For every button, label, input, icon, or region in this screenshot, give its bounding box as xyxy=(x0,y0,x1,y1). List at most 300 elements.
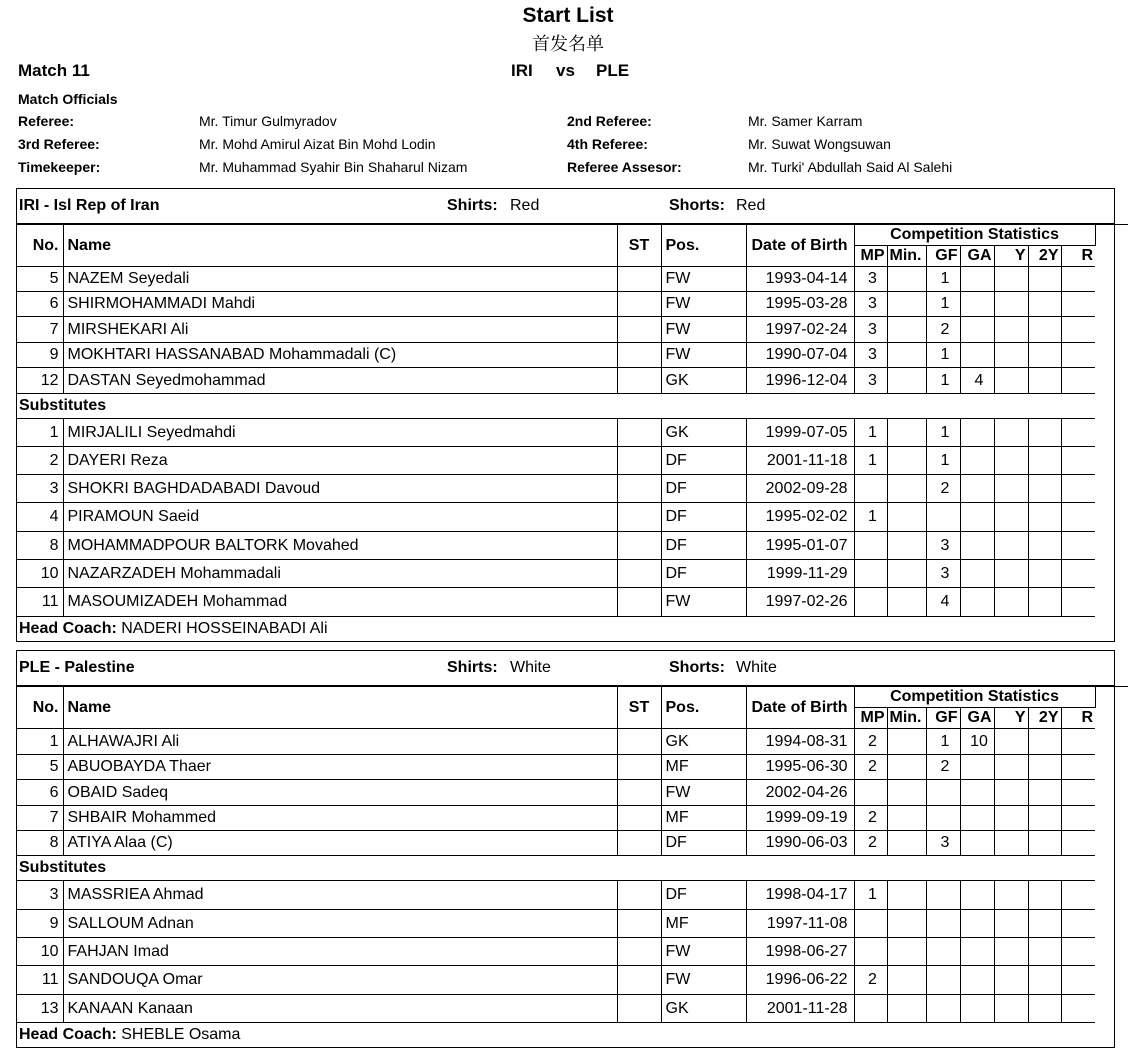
stat-gf: 3 xyxy=(926,532,960,560)
player-st xyxy=(617,317,661,343)
fourth-referee-label: 4th Referee: xyxy=(567,136,648,152)
stat-ga: 4 xyxy=(960,368,994,394)
player-dob: 1999-11-29 xyxy=(746,560,854,588)
stat-ga xyxy=(960,447,994,475)
player-dob: 1997-02-26 xyxy=(746,588,854,617)
stat-mp: 2 xyxy=(854,966,887,995)
player-st xyxy=(617,532,661,560)
col-no: No. xyxy=(17,225,63,267)
player-position: DF xyxy=(661,881,746,910)
stat-gf: 1 xyxy=(926,267,960,292)
player-dob: 1996-06-22 xyxy=(746,966,854,995)
stat-y xyxy=(994,532,1028,560)
substitutes-label: Substitutes xyxy=(17,394,1095,419)
team-name: PLE - Palestine xyxy=(19,659,135,676)
player-dob: 1998-06-27 xyxy=(746,938,854,966)
head-coach-row xyxy=(17,1023,1128,1047)
third-referee-label: 3rd Referee: xyxy=(18,136,100,152)
stat-ga xyxy=(960,267,994,292)
stat-mp xyxy=(854,938,887,966)
player-name: MOKHTARI HASSANABAD Mohammadali (C) xyxy=(63,343,617,368)
stat-min xyxy=(887,419,926,447)
stat-mp xyxy=(854,910,887,938)
player-row xyxy=(17,938,1128,966)
third-referee-name: Mr. Mohd Amirul Aizat Bin Mohd Lodin xyxy=(199,136,436,152)
stat-gf: 1 xyxy=(926,343,960,368)
stat-gf xyxy=(926,910,960,938)
player-st xyxy=(617,780,661,806)
stat-r xyxy=(1061,419,1095,447)
head-coach-name: NADERI HOSSEINABADI Ali xyxy=(121,619,328,637)
stat-y xyxy=(994,995,1028,1023)
stat-r xyxy=(1061,560,1095,588)
player-position: DF xyxy=(661,831,746,856)
player-dob: 2002-04-26 xyxy=(746,780,854,806)
stat-ga xyxy=(960,343,994,368)
stat-min xyxy=(887,267,926,292)
col-r: R xyxy=(1061,708,1095,729)
stat-mp: 2 xyxy=(854,806,887,831)
team-header xyxy=(17,189,1114,224)
stat-mp: 1 xyxy=(854,881,887,910)
player-name: MOHAMMADPOUR BALTORK Movahed xyxy=(63,532,617,560)
player-position: FW xyxy=(661,267,746,292)
table-header-row xyxy=(17,687,1128,708)
player-position: GK xyxy=(661,419,746,447)
player-row xyxy=(17,995,1128,1023)
player-number: 2 xyxy=(17,447,63,475)
player-number: 7 xyxy=(17,317,63,343)
player-st xyxy=(617,755,661,780)
stat-r xyxy=(1061,368,1095,394)
col-min: Min. xyxy=(887,708,926,729)
stat-mp: 3 xyxy=(854,317,887,343)
player-row xyxy=(17,831,1128,856)
shorts-value: White xyxy=(736,659,777,676)
player-row xyxy=(17,447,1128,475)
player-st xyxy=(617,881,661,910)
stat-ga xyxy=(960,755,994,780)
team-header xyxy=(17,651,1114,686)
player-name: ABUOBAYDA Thaer xyxy=(63,755,617,780)
stat-y2 xyxy=(1028,910,1061,938)
player-dob: 1993-04-14 xyxy=(746,267,854,292)
shirts-value: White xyxy=(510,659,551,676)
stat-min xyxy=(887,588,926,617)
stat-min xyxy=(887,343,926,368)
stat-ga xyxy=(960,292,994,317)
player-st xyxy=(617,368,661,394)
stat-y2 xyxy=(1028,729,1061,755)
col-stats-spacer xyxy=(1095,687,1128,708)
player-number: 7 xyxy=(17,806,63,831)
stat-gf: 1 xyxy=(926,729,960,755)
player-number: 12 xyxy=(17,368,63,394)
assessor-name: Mr. Turki' Abdullah Said Al Salehi xyxy=(748,159,953,175)
player-st xyxy=(617,995,661,1023)
player-position: DF xyxy=(661,447,746,475)
player-row xyxy=(17,267,1128,292)
player-name: DAYERI Reza xyxy=(63,447,617,475)
player-st xyxy=(617,560,661,588)
stat-min xyxy=(887,292,926,317)
stat-gf xyxy=(926,780,960,806)
player-number: 8 xyxy=(17,532,63,560)
stat-y2 xyxy=(1028,831,1061,856)
stat-min xyxy=(887,755,926,780)
col-min: Min. xyxy=(887,246,926,267)
player-st xyxy=(617,447,661,475)
shirts-label: Shirts: xyxy=(447,197,498,214)
stat-r xyxy=(1061,831,1095,856)
player-dob: 2002-09-28 xyxy=(746,475,854,503)
col-no: No. xyxy=(17,687,63,729)
stat-y2 xyxy=(1028,588,1061,617)
stat-min xyxy=(887,475,926,503)
stat-gf xyxy=(926,881,960,910)
stat-gf xyxy=(926,503,960,532)
player-st xyxy=(617,419,661,447)
player-st xyxy=(617,503,661,532)
second-referee-name: Mr. Samer Karram xyxy=(748,113,863,129)
stat-y xyxy=(994,588,1028,617)
player-name: SANDOUQA Omar xyxy=(63,966,617,995)
stat-mp xyxy=(854,780,887,806)
timekeeper-name: Mr. Muhammad Syahir Bin Shaharul Nizam xyxy=(199,159,468,175)
stat-y2 xyxy=(1028,503,1061,532)
stat-ga xyxy=(960,780,994,806)
player-dob: 2001-11-18 xyxy=(746,447,854,475)
stat-y xyxy=(994,475,1028,503)
player-number: 5 xyxy=(17,755,63,780)
player-row xyxy=(17,532,1128,560)
player-dob: 1997-02-24 xyxy=(746,317,854,343)
player-name: SALLOUM Adnan xyxy=(63,910,617,938)
stat-gf: 3 xyxy=(926,560,960,588)
col-pos: Pos. xyxy=(661,687,746,729)
player-number: 8 xyxy=(17,831,63,856)
player-number: 10 xyxy=(17,938,63,966)
player-st xyxy=(617,343,661,368)
stat-y2 xyxy=(1028,966,1061,995)
stat-mp xyxy=(854,532,887,560)
stat-mp xyxy=(854,588,887,617)
stat-y xyxy=(994,729,1028,755)
player-dob: 1998-04-17 xyxy=(746,881,854,910)
player-st xyxy=(617,806,661,831)
match-number: Match 11 xyxy=(18,61,90,80)
stat-r xyxy=(1061,938,1095,966)
player-position: FW xyxy=(661,317,746,343)
stat-gf: 3 xyxy=(926,831,960,856)
player-number: 11 xyxy=(17,966,63,995)
head-coach-label: Head Coach: xyxy=(19,1025,117,1043)
stat-y2 xyxy=(1028,292,1061,317)
stat-min xyxy=(887,938,926,966)
stat-gf: 2 xyxy=(926,755,960,780)
stat-r xyxy=(1061,780,1095,806)
stat-min xyxy=(887,368,926,394)
stat-min xyxy=(887,503,926,532)
player-number: 9 xyxy=(17,343,63,368)
player-dob: 1995-03-28 xyxy=(746,292,854,317)
player-st xyxy=(617,475,661,503)
stat-r xyxy=(1061,910,1095,938)
player-row xyxy=(17,343,1128,368)
player-position: FW xyxy=(661,292,746,317)
player-position: MF xyxy=(661,806,746,831)
stat-ga xyxy=(960,560,994,588)
player-number: 13 xyxy=(17,995,63,1023)
player-row xyxy=(17,503,1128,532)
officials-heading: Match Officials xyxy=(18,91,118,107)
player-name: MIRJALILI Seyedmahdi xyxy=(63,419,617,447)
stat-ga xyxy=(960,831,994,856)
player-name: SHOKRI BAGHDADABADI Davoud xyxy=(63,475,617,503)
col-ga: GA xyxy=(960,708,994,729)
stat-r xyxy=(1061,267,1095,292)
stat-ga xyxy=(960,419,994,447)
stat-min xyxy=(887,831,926,856)
head-coach-row xyxy=(17,617,1128,641)
player-row xyxy=(17,755,1128,780)
stat-y2 xyxy=(1028,447,1061,475)
stat-y xyxy=(994,447,1028,475)
table-header-row xyxy=(17,225,1128,246)
stat-mp: 1 xyxy=(854,419,887,447)
shirts-value: Red xyxy=(510,197,540,214)
player-dob: 1990-07-04 xyxy=(746,343,854,368)
player-number: 11 xyxy=(17,588,63,617)
player-row xyxy=(17,966,1128,995)
player-dob: 1994-08-31 xyxy=(746,729,854,755)
stat-y2 xyxy=(1028,317,1061,343)
second-referee-label: 2nd Referee: xyxy=(567,113,652,129)
team-a-code: IRI xyxy=(511,61,533,80)
player-st xyxy=(617,588,661,617)
col-y2: 2Y xyxy=(1028,246,1061,267)
col-gf: GF xyxy=(926,246,960,267)
player-number: 6 xyxy=(17,780,63,806)
stat-y2 xyxy=(1028,419,1061,447)
stat-ga xyxy=(960,966,994,995)
page-subtitle: 首发名单 xyxy=(532,34,604,55)
player-name: MASOUMIZADEH Mohammad xyxy=(63,588,617,617)
col-mp: MP xyxy=(854,246,887,267)
team-b-code: PLE xyxy=(596,61,630,80)
player-name: NAZEM Seyedali xyxy=(63,267,617,292)
player-position: GK xyxy=(661,729,746,755)
shorts-label: Shorts: xyxy=(669,659,725,676)
col-y: Y xyxy=(994,708,1028,729)
player-position: FW xyxy=(661,966,746,995)
stat-y xyxy=(994,881,1028,910)
player-position: GK xyxy=(661,995,746,1023)
player-name: SHIRMOHAMMADI Mahdi xyxy=(63,292,617,317)
vs-label: vs xyxy=(556,61,575,80)
col-st: ST xyxy=(617,687,661,729)
stat-y xyxy=(994,503,1028,532)
player-position: DF xyxy=(661,560,746,588)
player-position: FW xyxy=(661,343,746,368)
stat-min xyxy=(887,317,926,343)
stat-r xyxy=(1061,806,1095,831)
player-st xyxy=(617,966,661,995)
head-coach-cell xyxy=(17,1023,1095,1047)
stat-gf xyxy=(926,966,960,995)
shorts-label: Shorts: xyxy=(669,197,725,214)
col-gf: GF xyxy=(926,708,960,729)
stat-ga xyxy=(960,806,994,831)
player-position: DF xyxy=(661,503,746,532)
player-dob: 1995-02-02 xyxy=(746,503,854,532)
player-number: 1 xyxy=(17,419,63,447)
player-name: ATIYA Alaa (C) xyxy=(63,831,617,856)
player-name: SHBAIR Mohammed xyxy=(63,806,617,831)
stat-mp: 2 xyxy=(854,831,887,856)
player-number: 3 xyxy=(17,881,63,910)
stat-y xyxy=(994,560,1028,588)
player-dob: 1999-09-19 xyxy=(746,806,854,831)
stat-y xyxy=(994,938,1028,966)
stat-y xyxy=(994,292,1028,317)
player-number: 10 xyxy=(17,560,63,588)
player-name: FAHJAN Imad xyxy=(63,938,617,966)
stat-r xyxy=(1061,447,1095,475)
player-row xyxy=(17,910,1128,938)
player-st xyxy=(617,292,661,317)
player-name: KANAAN Kanaan xyxy=(63,995,617,1023)
col-ga: GA xyxy=(960,246,994,267)
stat-ga xyxy=(960,995,994,1023)
stat-r xyxy=(1061,343,1095,368)
player-st xyxy=(617,910,661,938)
head-coach-name: SHEBLE Osama xyxy=(121,1025,241,1043)
stat-ga xyxy=(960,532,994,560)
stat-gf xyxy=(926,806,960,831)
col-name: Name xyxy=(63,687,617,729)
player-dob: 1995-06-30 xyxy=(746,755,854,780)
player-number: 1 xyxy=(17,729,63,755)
head-coach-cell xyxy=(17,617,1095,641)
stat-y2 xyxy=(1028,755,1061,780)
player-dob: 2001-11-28 xyxy=(746,995,854,1023)
player-st xyxy=(617,831,661,856)
stat-ga xyxy=(960,881,994,910)
stat-y2 xyxy=(1028,881,1061,910)
stat-mp xyxy=(854,475,887,503)
player-row xyxy=(17,806,1128,831)
player-dob: 1995-01-07 xyxy=(746,532,854,560)
stat-ga: 10 xyxy=(960,729,994,755)
player-number: 4 xyxy=(17,503,63,532)
substitutes-row xyxy=(17,394,1128,419)
player-row xyxy=(17,419,1128,447)
player-position: FW xyxy=(661,588,746,617)
col-dob: Date of Birth xyxy=(746,225,854,267)
col-name: Name xyxy=(63,225,617,267)
stat-r xyxy=(1061,881,1095,910)
stat-gf: 1 xyxy=(926,368,960,394)
stat-gf: 2 xyxy=(926,317,960,343)
col-competition-stats: Competition Statistics xyxy=(854,687,1095,708)
stat-y xyxy=(994,831,1028,856)
stat-y2 xyxy=(1028,475,1061,503)
col-y: Y xyxy=(994,246,1028,267)
roster-table xyxy=(17,686,1128,1047)
player-name: MASSRIEA Ahmad xyxy=(63,881,617,910)
col-dob: Date of Birth xyxy=(746,687,854,729)
col-r: R xyxy=(1061,246,1095,267)
player-position: FW xyxy=(661,780,746,806)
stat-min xyxy=(887,729,926,755)
stat-mp xyxy=(854,560,887,588)
stat-ga xyxy=(960,910,994,938)
stat-r xyxy=(1061,503,1095,532)
stat-ga xyxy=(960,588,994,617)
stat-y2 xyxy=(1028,560,1061,588)
page-title: Start List xyxy=(522,4,614,27)
player-name: PIRAMOUN Saeid xyxy=(63,503,617,532)
player-number: 5 xyxy=(17,267,63,292)
player-number: 9 xyxy=(17,910,63,938)
stat-r xyxy=(1061,475,1095,503)
stat-y xyxy=(994,780,1028,806)
player-row xyxy=(17,881,1128,910)
substitutes-label: Substitutes xyxy=(17,856,1095,881)
stat-y2 xyxy=(1028,532,1061,560)
stat-min xyxy=(887,447,926,475)
stat-mp: 3 xyxy=(854,292,887,317)
player-dob: 1999-07-05 xyxy=(746,419,854,447)
stat-gf: 4 xyxy=(926,588,960,617)
player-number: 3 xyxy=(17,475,63,503)
stat-r xyxy=(1061,532,1095,560)
player-name: NAZARZADEH Mohammadali xyxy=(63,560,617,588)
team-b-box xyxy=(16,650,1115,1048)
player-name: MIRSHEKARI Ali xyxy=(63,317,617,343)
stat-y xyxy=(994,368,1028,394)
col-pos: Pos. xyxy=(661,225,746,267)
referee-label: Referee: xyxy=(18,113,75,129)
stat-y xyxy=(994,267,1028,292)
player-dob: 1990-06-03 xyxy=(746,831,854,856)
stat-min xyxy=(887,966,926,995)
shirts-label: Shirts: xyxy=(447,659,498,676)
shorts-value: Red xyxy=(736,197,766,214)
stat-r xyxy=(1061,588,1095,617)
team-a-box xyxy=(16,188,1115,642)
stat-mp: 2 xyxy=(854,729,887,755)
player-name: OBAID Sadeq xyxy=(63,780,617,806)
stat-r xyxy=(1061,292,1095,317)
player-row xyxy=(17,368,1128,394)
stat-y2 xyxy=(1028,780,1061,806)
stat-gf: 1 xyxy=(926,292,960,317)
stat-min xyxy=(887,560,926,588)
stat-mp: 1 xyxy=(854,447,887,475)
player-name: DASTAN Seyedmohammad xyxy=(63,368,617,394)
player-row xyxy=(17,317,1128,343)
stat-y2 xyxy=(1028,343,1061,368)
col-st: ST xyxy=(617,225,661,267)
player-row xyxy=(17,475,1128,503)
stat-mp: 1 xyxy=(854,503,887,532)
fourth-referee-name: Mr. Suwat Wongsuwan xyxy=(748,136,891,152)
stat-gf xyxy=(926,938,960,966)
stat-gf xyxy=(926,995,960,1023)
stat-ga xyxy=(960,503,994,532)
